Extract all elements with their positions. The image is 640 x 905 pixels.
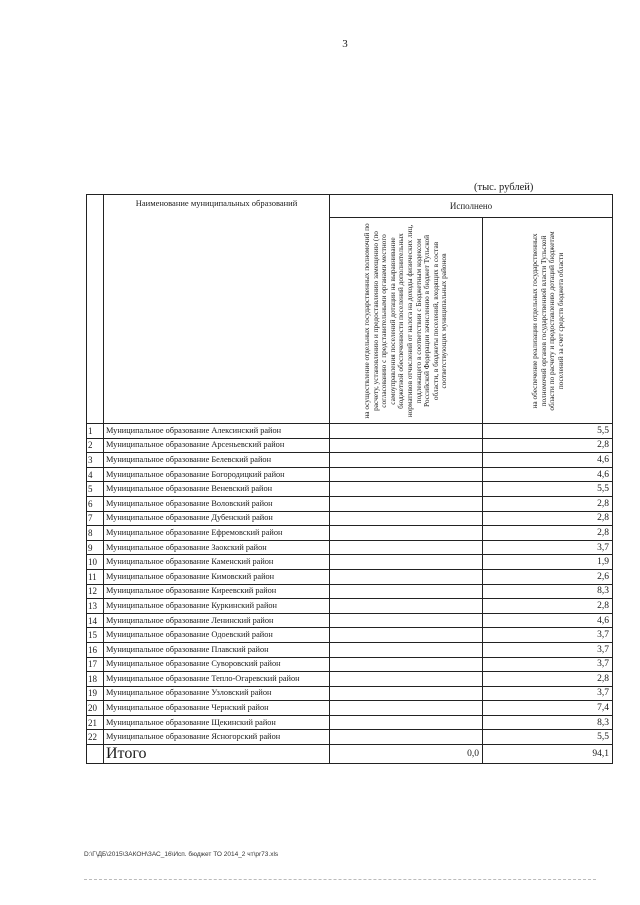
total-row [87, 745, 613, 764]
table-row [87, 657, 613, 672]
row-col-b: 2,8 [483, 599, 613, 614]
total-label: Итого [104, 745, 330, 764]
row-name: Муниципальное образование Киреевский район [104, 584, 330, 599]
row-name: Муниципальное образование Алексинский район [104, 424, 330, 439]
row-col-b: 2,8 [483, 511, 613, 526]
row-col-b: 5,5 [483, 424, 613, 439]
table-row [87, 467, 613, 482]
row-col-b: 3,7 [483, 657, 613, 672]
header-executed: Исполнено [330, 195, 613, 218]
row-name: Муниципальное образование Щекинский район [104, 715, 330, 730]
row-number: 13 [87, 599, 104, 614]
row-col-a [330, 438, 483, 453]
row-number: 17 [87, 657, 104, 672]
row-number: 4 [87, 467, 104, 482]
table-row [87, 584, 613, 599]
row-col-a [330, 642, 483, 657]
row-number: 19 [87, 686, 104, 701]
row-col-a [330, 569, 483, 584]
row-col-a [330, 526, 483, 541]
row-number: 12 [87, 584, 104, 599]
header-number-cell [87, 195, 104, 424]
table-row [87, 599, 613, 614]
row-col-b: 2,8 [483, 496, 613, 511]
row-name: Муниципальное образование Веневский район [104, 482, 330, 497]
row-name: Муниципальное образование Каменский район [104, 555, 330, 570]
total-col-a: 0,0 [330, 745, 483, 764]
row-col-a [330, 540, 483, 555]
header-col-a-cell [330, 218, 483, 424]
row-col-a [330, 453, 483, 468]
row-col-a [330, 467, 483, 482]
budget-table [86, 194, 613, 764]
row-col-a [330, 730, 483, 745]
row-number: 6 [87, 496, 104, 511]
row-col-b: 1,9 [483, 555, 613, 570]
table-row [87, 453, 613, 468]
table-row [87, 686, 613, 701]
row-name: Муниципальное образование Чернский район [104, 701, 330, 716]
table-row [87, 540, 613, 555]
row-name: Муниципальное образование Белевский район [104, 453, 330, 468]
table-row [87, 482, 613, 497]
row-number: 5 [87, 482, 104, 497]
row-col-b: 4,6 [483, 467, 613, 482]
row-col-b: 3,7 [483, 628, 613, 643]
row-name: Муниципальное образование Ясногорский район [104, 730, 330, 745]
row-col-b: 5,5 [483, 730, 613, 745]
row-number: 10 [87, 555, 104, 570]
row-name: Муниципальное образование Дубенский район [104, 511, 330, 526]
row-col-b: 2,8 [483, 672, 613, 687]
row-number: 3 [87, 453, 104, 468]
row-name: Муниципальное образование Плавский район [104, 642, 330, 657]
header-col-b: на обеспечение реализации отдельных государственных полномочий органов государственной власти Тульской области по расчету и предоставлению дотаций бюджетам поселений за счет средств бюджета области [529, 230, 565, 411]
header-col-a: на осуществление отдельных государственных полномочий по расчету, установлению и предоставлению замещению (по согласованию с представительными органами местного самоуправления поселений дотации на выравнивание бюджетной обеспеченности поселений дополнительных нормативов отчислений от налога на доходы физических лиц, подлежащего в соответствии с Бюджетным кодексом Российской Федерации зачислению в бюджет Тульской области, в бюджеты поселений, входящих в состав соответствующих муниципальных районов [362, 222, 449, 419]
row-col-b: 8,3 [483, 715, 613, 730]
row-col-b: 8,3 [483, 584, 613, 599]
row-col-a [330, 584, 483, 599]
table-row [87, 613, 613, 628]
row-number: 7 [87, 511, 104, 526]
row-col-b: 2,8 [483, 526, 613, 541]
bottom-divider [84, 879, 596, 880]
table-row [87, 730, 613, 745]
row-col-b: 3,7 [483, 642, 613, 657]
row-col-a [330, 599, 483, 614]
row-name: Муниципальное образование Ленинский район [104, 613, 330, 628]
total-col-b: 94,1 [483, 745, 613, 764]
row-col-a [330, 613, 483, 628]
units-label: (тыс. рублей) [474, 182, 534, 193]
row-col-a [330, 686, 483, 701]
row-col-a [330, 482, 483, 497]
row-number: 16 [87, 642, 104, 657]
row-name: Муниципальное образование Арсеньевский район [104, 438, 330, 453]
row-name: Муниципальное образование Кимовский район [104, 569, 330, 584]
row-col-b: 2,6 [483, 569, 613, 584]
row-number: 2 [87, 438, 104, 453]
row-col-a [330, 511, 483, 526]
row-col-a [330, 715, 483, 730]
row-number: 15 [87, 628, 104, 643]
row-name: Муниципальное образование Ефремовский район [104, 526, 330, 541]
row-number: 14 [87, 613, 104, 628]
row-col-b: 3,7 [483, 540, 613, 555]
row-number: 18 [87, 672, 104, 687]
row-name: Муниципальное образование Тепло-Огаревский район [104, 672, 330, 687]
row-number: 21 [87, 715, 104, 730]
row-name: Муниципальное образование Одоевский район [104, 628, 330, 643]
total-number-cell [87, 745, 104, 764]
row-col-a [330, 701, 483, 716]
table-row [87, 511, 613, 526]
table-row [87, 701, 613, 716]
header-col-b-cell [483, 218, 613, 424]
row-name: Муниципальное образование Заокский район [104, 540, 330, 555]
row-col-b: 3,7 [483, 686, 613, 701]
row-number: 20 [87, 701, 104, 716]
table-row [87, 715, 613, 730]
row-col-a [330, 628, 483, 643]
file-path-footer: D:\Г\ДБ\2015\ЗАКОН\ЗАС_16\Исп. бюджет ТО 2014_2 чт\pr73.xls [84, 851, 279, 858]
table-row [87, 496, 613, 511]
row-name: Муниципальное образование Богородицкий район [104, 467, 330, 482]
row-col-a [330, 555, 483, 570]
table-row [87, 555, 613, 570]
row-col-b: 7,4 [483, 701, 613, 716]
table-row [87, 628, 613, 643]
row-name: Муниципальное образование Воловский район [104, 496, 330, 511]
row-number: 8 [87, 526, 104, 541]
table-row [87, 569, 613, 584]
page-number: 3 [342, 38, 348, 50]
row-number: 11 [87, 569, 104, 584]
table-row [87, 642, 613, 657]
row-name: Муниципальное образование Суворовский район [104, 657, 330, 672]
table-row [87, 424, 613, 439]
header-name: Наименование муниципальных образований [104, 195, 330, 424]
row-col-b: 5,5 [483, 482, 613, 497]
row-col-a [330, 672, 483, 687]
row-col-a [330, 657, 483, 672]
row-number: 22 [87, 730, 104, 745]
row-name: Муниципальное образование Узловский район [104, 686, 330, 701]
row-col-a [330, 424, 483, 439]
table-row [87, 526, 613, 541]
row-name: Муниципальное образование Куркинский район [104, 599, 330, 614]
table-row [87, 672, 613, 687]
row-col-a [330, 496, 483, 511]
row-col-b: 2,8 [483, 438, 613, 453]
row-col-b: 4,6 [483, 613, 613, 628]
row-number: 1 [87, 424, 104, 439]
row-number: 9 [87, 540, 104, 555]
table-row [87, 438, 613, 453]
row-col-b: 4,6 [483, 453, 613, 468]
